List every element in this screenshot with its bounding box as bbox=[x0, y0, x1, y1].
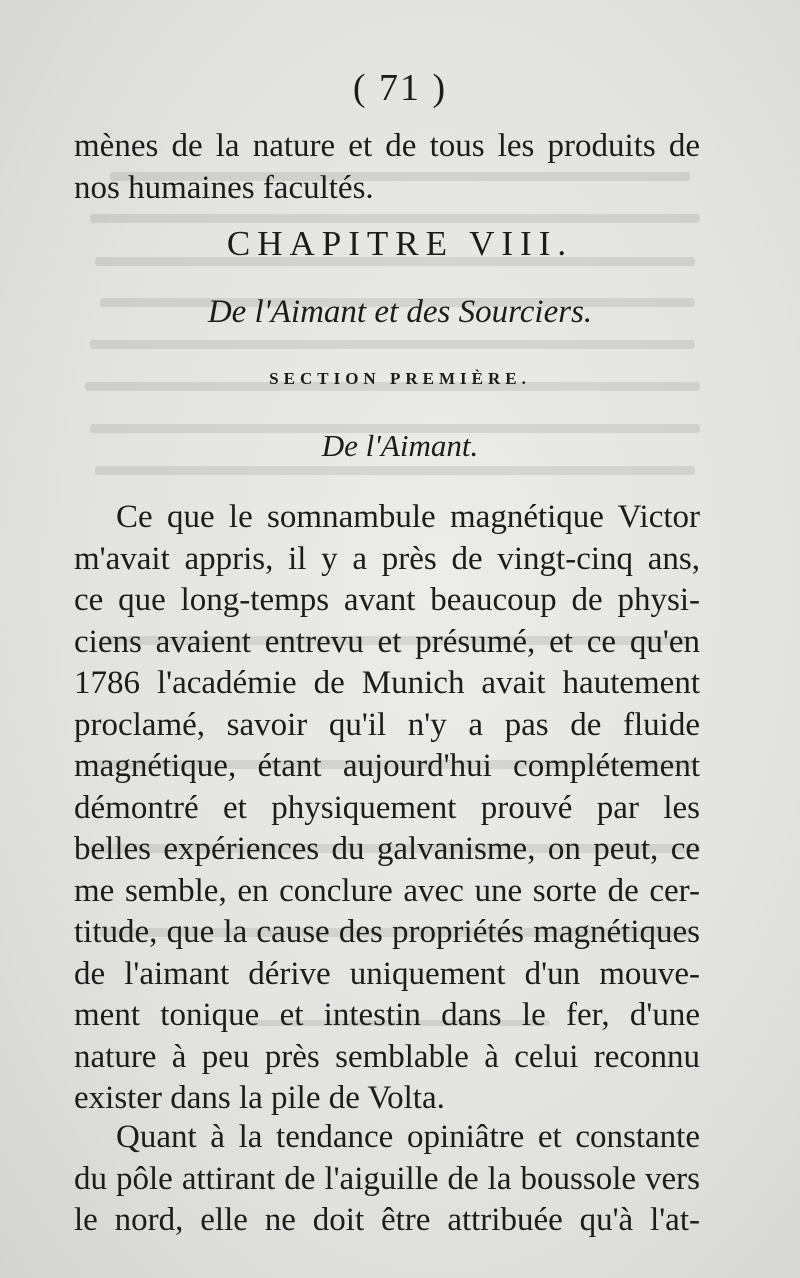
text-line: ciens avaient entrevu et présumé, et ce qu'en bbox=[74, 623, 700, 660]
text-line: le nord, elle ne doit être attribuée qu'à l'at- bbox=[74, 1202, 700, 1238]
chapter-title: CHAPITRE VIII. bbox=[226, 224, 574, 263]
chapter-subtitle: De l'Aimant et des Sourciers. bbox=[207, 294, 593, 330]
text-line: 1786 l'académie de Munich avait hautement bbox=[74, 665, 700, 701]
text-line: ment tonique et intestin dans le fer, d'une bbox=[74, 997, 700, 1033]
text-line: nature à peu près semblable à celui reconnu bbox=[74, 1038, 700, 1075]
text-line: Quant à la tendance opiniâtre et constante bbox=[116, 1119, 700, 1155]
section-title: SECTION PREMIÈRE. bbox=[269, 369, 531, 388]
text-line: Ce que le somnambule magnétique Victor bbox=[116, 499, 700, 535]
text-line: démontré et physiquement prouvé par les bbox=[74, 789, 700, 826]
text-line: titude, que la cause des propriétés magnétiques bbox=[74, 914, 700, 950]
text-line: ce que long-temps avant beaucoup de physi- bbox=[74, 582, 700, 618]
paragraph-2 bbox=[74, 1117, 700, 1242]
text-line: belles expériences du galvanisme, on peut, ce bbox=[74, 831, 700, 867]
text-line: magnétique, étant aujourd'hui complétement bbox=[74, 748, 700, 784]
text-line: m'avait appris, il y a près de vingt-cinq ans, bbox=[74, 540, 700, 577]
text-line: de l'aimant dérive uniquement d'un mouve- bbox=[74, 955, 700, 992]
text-line: proclamé, savoir qu'il n'y a pas de fluide bbox=[74, 706, 700, 743]
text-line: exister dans la pile de Volta. bbox=[74, 1080, 445, 1116]
paragraph-1 bbox=[74, 497, 700, 1120]
text-line: me semble, en conclure avec une sorte de cer- bbox=[74, 872, 700, 909]
text-line: mènes de la nature et de tous les produits de bbox=[74, 128, 700, 164]
page-number: ( 71 ) bbox=[352, 67, 448, 109]
text-line: du pôle attirant de l'aiguille de la boussole vers bbox=[74, 1160, 700, 1197]
text-line: nos humaines facultés. bbox=[74, 169, 374, 206]
section-subtitle: De l'Aimant. bbox=[321, 428, 479, 463]
intro-text bbox=[74, 126, 700, 209]
